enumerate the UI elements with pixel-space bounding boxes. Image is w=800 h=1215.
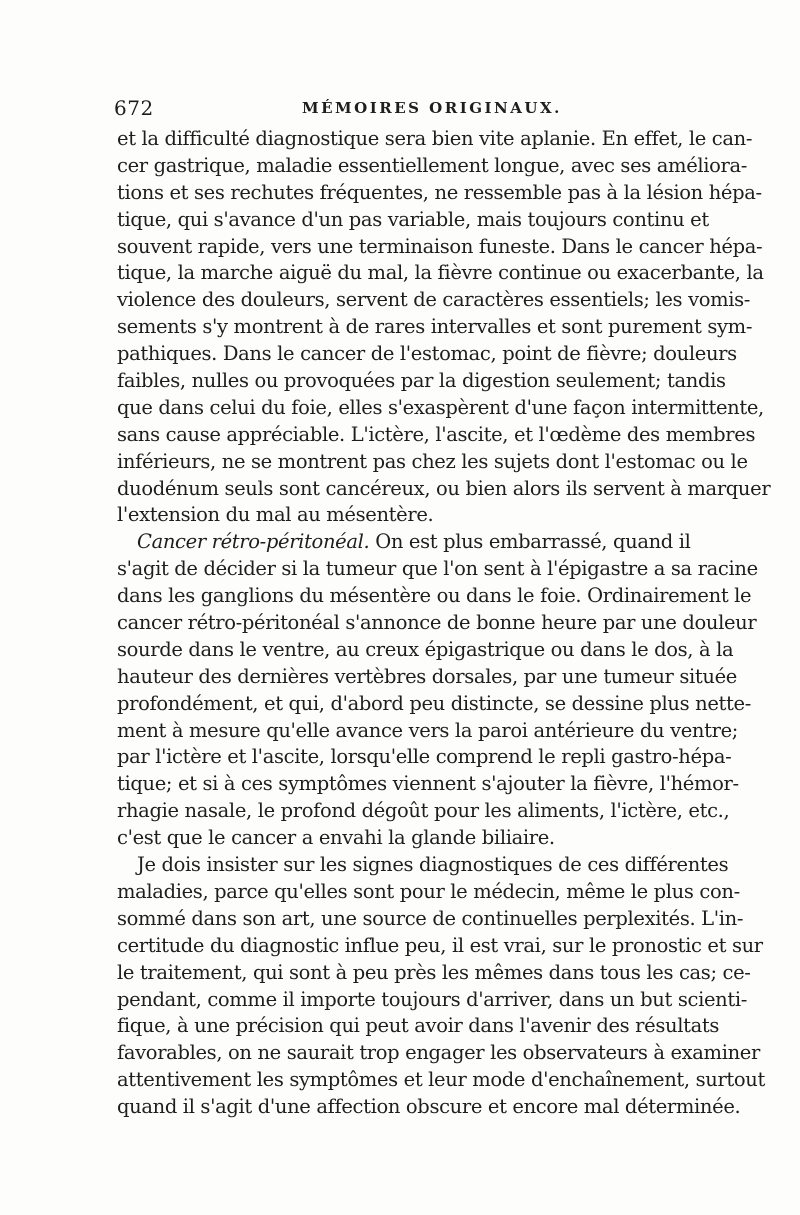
text-line: sans cause appréciable. L'ictère, l'ascite, et l'œdème des membres (117, 422, 756, 446)
page-header (114, 96, 684, 122)
text-line: que dans celui du foie, elles s'exaspèrent d'une façon intermittente, (117, 395, 764, 419)
text-line: fique, à une précision qui peut avoir dans l'avenir des résultats (117, 1014, 720, 1038)
text-line: le traitement, qui sont à peu près les mêmes dans tous les cas; ce- (117, 960, 751, 984)
text-line: rhagie nasale, le profond dégoût pour les aliments, l'ictère, etc., (117, 799, 730, 823)
text-line: et la difficulté diagnostique sera bien vite aplanie. En effet, le can- (117, 127, 753, 150)
text-line: profondément, et qui, d'abord peu distincte, se dessine plus nette- (117, 691, 751, 715)
text-line (117, 529, 691, 556)
text-line: certitude du diagnostic influe peu, il est vrai, sur le pronostic et sur (117, 933, 763, 957)
text-line: cer gastrique, maladie essentiellement longue, avec ses améliora- (117, 153, 748, 177)
body-text (117, 126, 771, 1121)
text-line: Je dois insister sur les signes diagnostiques de ces différentes (137, 853, 729, 877)
text-line: maladies, parce qu'elles sont pour le médecin, même le plus con- (117, 879, 740, 903)
text-line: pendant, comme il importe toujours d'arriver, dans un but scienti- (117, 987, 747, 1011)
text-line: duodénum seuls sont cancéreux, ou bien alors ils servent à marquer (117, 476, 771, 500)
text-line: pathiques. Dans le cancer de l'estomac, point de fièvre; douleurs (117, 342, 737, 366)
text-line: tions et ses rechutes fréquentes, ne ressemble pas à la lésion hépa- (117, 180, 762, 204)
text-line: sommé dans son art, une source de continuelles perplexités. L'in- (117, 906, 744, 930)
text-line: tique, la marche aiguë du mal, la fièvre continue ou exacerbante, la (117, 261, 764, 285)
text-line: l'extension du mal au mésentère. (117, 503, 434, 527)
text-line: souvent rapide, vers une terminaison funeste. Dans le cancer hépa- (117, 234, 763, 258)
text-line: quand il s'agit d'une affection obscure et encore mal déterminée. (117, 1095, 741, 1119)
text-line: attentivement les symptômes et leur mode d'enchaînement, surtout (117, 1068, 765, 1092)
paragraph-3 (117, 852, 765, 1121)
text-line: sements s'y montrent à de rares intervalles et sont purement sym- (117, 315, 753, 339)
section-heading: Cancer rétro-péritonéal. (137, 530, 370, 554)
text-line: tique, qui s'avance d'un pas variable, mais toujours continu et (117, 207, 709, 231)
text-line: cancer rétro-péritonéal s'annonce de bonne heure par une douleur (117, 611, 757, 635)
text-line: inférieurs, ne se montrent pas chez les sujets dont l'estomac ou le (117, 449, 748, 473)
text-line: sourde dans le ventre, au creux épigastrique ou dans le dos, à la (117, 637, 734, 661)
text-line: ment à mesure qu'elle avance vers la paroi antérieure du ventre; (117, 718, 738, 742)
paragraph-2 (117, 529, 758, 852)
paragraph-1 (117, 126, 771, 529)
text-line: hauteur des dernières vertèbres dorsales, par une tumeur située (117, 664, 737, 688)
page-number: 672 (114, 96, 154, 120)
text-line: violence des douleurs, servent de caractères essentiels; les vomis- (117, 288, 751, 312)
text-line: c'est que le cancer a envahi la glande biliaire. (117, 826, 555, 850)
text-line: tique; et si à ces symptômes viennent s'ajouter la fièvre, l'hémor- (117, 772, 739, 796)
text-line: s'agit de décider si la tumeur que l'on sent à l'épigastre a sa racine (117, 557, 758, 581)
running-title: MÉMOIRES ORIGINAUX. (302, 99, 562, 117)
text-line: dans les ganglions du mésentère ou dans le foie. Ordinairement le (117, 584, 752, 608)
text-line: favorables, on ne saurait trop engager les observateurs à examiner (117, 1041, 760, 1065)
text-run: On est plus embarrassé, quand il (369, 530, 691, 554)
text-line: faibles, nulles ou provoquées par la digestion seulement; tandis (117, 369, 726, 393)
text-line: par l'ictère et l'ascite, lorsqu'elle comprend le repli gastro-hépa- (117, 745, 732, 769)
